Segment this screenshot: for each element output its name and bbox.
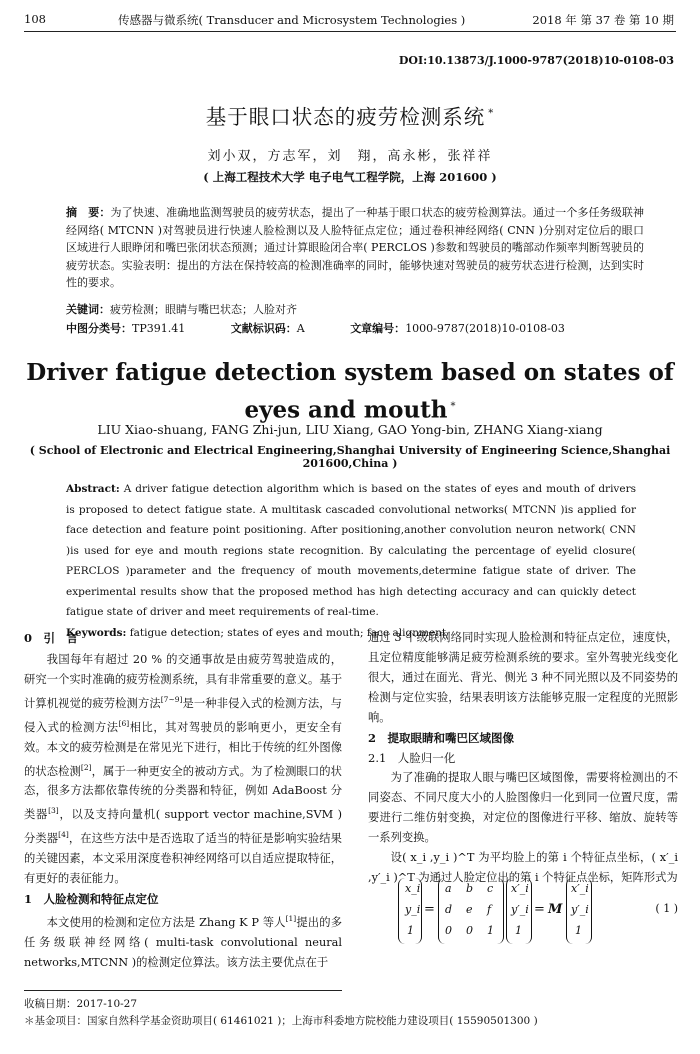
matrix-m: M <box>548 902 563 917</box>
authors-cn: 刘小双，方志军，刘 翔，高永彬，张祥祥 <box>207 149 493 164</box>
citation: [6] <box>118 718 130 728</box>
matrix-term: d <box>445 903 453 916</box>
matrix-located-2 <box>566 878 592 944</box>
doi: DOI:10.13873/J.1000-9787(2018)10-0108-03 <box>398 54 674 67</box>
left-column <box>24 628 342 973</box>
intro-text-e: ，以及支持向量机( support vector machine,SVM )分类器 <box>24 808 342 845</box>
matrix-term: 1 <box>407 924 414 937</box>
matrix-term: x_i <box>405 882 421 895</box>
matrix-term: y′_i <box>511 903 529 916</box>
intro-text-c: 相比，其对驾驶员的影响更小，更安全有效。本文的疲劳检测是在常见光下进行，相比于传统的红外图像的状态检测 <box>24 720 342 778</box>
matrix-term: b <box>466 882 474 895</box>
matrix-term: 0 <box>466 924 473 937</box>
clc-value: TP391.41 <box>132 322 186 335</box>
matrix-term: x′_i <box>511 882 529 895</box>
matrix-lhs <box>398 878 422 944</box>
affiliation-cn: ( 上海工程技术大学 电子电气工程学院，上海 201600 ) <box>203 170 497 184</box>
right-column <box>368 628 678 888</box>
matrix-term: y′_i <box>571 903 589 916</box>
issue-info: 2018 年 第 37 卷 第 10 期 <box>532 13 674 27</box>
received-date: 收稿日期：2017-10-27 <box>24 998 138 1010</box>
header-rule <box>24 31 676 32</box>
matrix-located <box>506 878 532 944</box>
footnote-rule <box>24 990 342 991</box>
abstract-cn-text: 为了快速、准确地监测驾驶员的疲劳状态，提出了一种基于眼口状态的疲劳检测算法。通过一个多任务级联神经网络( MTCNN )对驾驶员进行快速人脸检测以及人脸特征点定位；通过卷积神经网络( CNN )分别对定位后的眼口区域进行人眼睁闭和嘴巴张闭状态预测；通过计算眼睑闭合率( PERCLOS )参数和驾驶员的嘴部动作频率判断驾驶员的疲劳状态。实验表明：提出的方法在保持较高的检测准确率的同时，能够快速对驾驶员的疲劳状态进行检测，达到实时性的要求。 <box>66 206 645 289</box>
abstract-en-label: Abstract: <box>66 483 120 495</box>
affiliation-en: ( School of Electronic and Electrical Engineering,Shanghai University of Engineering Science,Shanghai 201600,China ) <box>29 444 671 470</box>
s1-text-b: 提出的多任务级联神经网络( multi-task convolutional neural networks,MTCNN )的检测定位算法。该方法主要优点在于 <box>24 915 342 969</box>
intro-text-a: 我国每年有超过 20 % 的交通事故是由疲劳驾驶造成的，研究一个实时准确的疲劳检测系统，具有非常重要的意义。基于计算机视觉的疲劳检测方法 <box>24 653 342 710</box>
matrix-term: 1 <box>487 924 494 937</box>
intro-text-d: ，属于一种更安全的被动方式。为了检测眼口的状态，很多方法都依靠传统的分类器和特征，例如 AdaBoost 分类器 <box>24 764 342 822</box>
matrix-term: 1 <box>575 924 582 937</box>
matrix-transform <box>438 878 504 944</box>
matrix-term: c <box>487 882 494 895</box>
fund-note: ＊基金项目：国家自然科学基金资助项目( 61461021 )；上海市科委地方院校能力建设项目( 15590501300 ) <box>24 1015 538 1027</box>
citation: [7~9] <box>160 695 183 704</box>
title-en-line2: eyes and mouth <box>244 396 448 424</box>
matrix-term: x′_i <box>571 882 589 895</box>
equation-1 <box>368 878 678 944</box>
citation: [2] <box>80 762 92 772</box>
section-2-1-heading: 2.1 人脸归一化 <box>368 751 456 765</box>
matrix-term: y_i <box>405 903 421 916</box>
title-cn-text: 基于眼口状态的疲劳检测系统 <box>205 105 486 129</box>
citation: [3] <box>48 806 59 816</box>
matrix-term: a <box>445 882 452 895</box>
title-cn-mark: * <box>488 108 495 120</box>
section-0-heading: 0 引 言 <box>24 631 79 645</box>
doc-code-label: 文献标识码： <box>230 322 297 335</box>
section-1-heading: 1 人脸检测和特征点定位 <box>24 891 159 906</box>
citation: [4] <box>58 830 69 840</box>
matrix-term: 1 <box>515 924 522 937</box>
normalization-paragraph: 为了准确的提取人眼与嘴巴区域图像，需要将检测出的不同姿态、不同尺度大小的人脸图像归一化到同一位置尺度，需要进行二维仿射变换，对定位的图像进行平移、缩放、旋转等一系列变换。 <box>368 771 678 844</box>
doc-code-value: A <box>296 322 305 335</box>
abstract-cn <box>66 204 644 292</box>
article-no-value: 1000-9787(2018)10-0108-03 <box>405 322 565 335</box>
abstract-en <box>66 479 636 643</box>
section-1-paragraph <box>24 909 342 973</box>
keywords-cn <box>66 301 644 319</box>
journal-name: 传感器与微系统( Transducer and Microsystem Technologies ) <box>118 13 466 27</box>
continued-paragraph: 通过 3 个级联网络同时实现人脸检测和特征点定位，速度快，且定位精度能够满足疲劳检测系统的要求。室外驾驶光线变化很大，通过在面光、背光、侧光 3 种不同光照以及不同姿势的检测与定位实验，结果表明该方法能够克服一定程度的光照影响。 <box>368 631 678 724</box>
title-cn <box>0 100 700 130</box>
abstract-cn-label: 摘 要： <box>66 206 111 219</box>
keywords-cn-text: 疲劳检测；眼睛与嘴巴状态；人脸对齐 <box>110 303 297 316</box>
keywords-en-text: fatigue detection; states of eyes and mouth; face alignment <box>126 626 447 639</box>
classification-line <box>66 320 644 338</box>
abstract-en-text: A driver fatigue detection algorithm which is based on the states of eyes and mouth of drivers is proposed to detect fatigue state. A multitask cascaded convolutional networks( MTCNN )is applied for face detection and feature point positioning. After positioning,another convolution neuron network( CNN )is used for eye and mouth regions state recognition. By calculating the percentage of eyelid closure( PERCLOS )parameter and the frequency of mouth movements,determine fatigue state of driver. The experimental results show that the proposed method has high detecting accuracy and can quickly detect fatigue state of driver and meet requirements of real-time. <box>66 483 636 618</box>
clc-label: 中图分类号： <box>66 322 132 335</box>
section-2-heading: 2 提取眼睛和嘴巴区域图像 <box>368 731 515 745</box>
equals-sign: = <box>534 902 545 917</box>
equals-sign: = <box>424 902 435 917</box>
equation-number: ( 1 ) <box>655 902 678 915</box>
title-en <box>0 356 700 428</box>
coordinate-paragraph: 设( x_i ,y_i )^T 为平均脸上的第 i 个特征点坐标，( x′_i ,y′_i )^T 为通过人脸定位出的第 i 个特征点坐标，矩阵形式为 <box>368 851 678 884</box>
title-en-line1: Driver fatigue detection system based on states of <box>26 359 674 386</box>
title-en-mark: * <box>450 401 456 412</box>
keywords-cn-label: 关键词： <box>66 303 110 316</box>
authors-en: LIU Xiao-shuang, FANG Zhi-jun, LIU Xiang, GAO Yong-bin, ZHANG Xiang-xiang <box>97 422 603 437</box>
article-no-label: 文章编号： <box>350 322 406 335</box>
matrix-term: e <box>466 903 473 916</box>
intro-text-b: 是一种非侵入式的检测方法，与侵入式的检测方法 <box>24 696 342 734</box>
matrix-term: f <box>487 903 492 916</box>
s1-text-a: 本文使用的检测和定位方法是 Zhang K P 等人 <box>46 915 286 929</box>
intro-paragraph <box>24 650 342 889</box>
citation: [1] <box>285 913 297 923</box>
matrix-term: 0 <box>445 924 452 937</box>
intro-text-f: ，在这些方法中是否选取了适当的特征是影响实验结果的关键因素，本文采用深度卷积神经网络可以自适应提取特征，有更好的表征能力。 <box>24 831 342 885</box>
page-number: 108 <box>24 12 46 26</box>
keywords-en-label: Keywords: <box>66 626 127 639</box>
